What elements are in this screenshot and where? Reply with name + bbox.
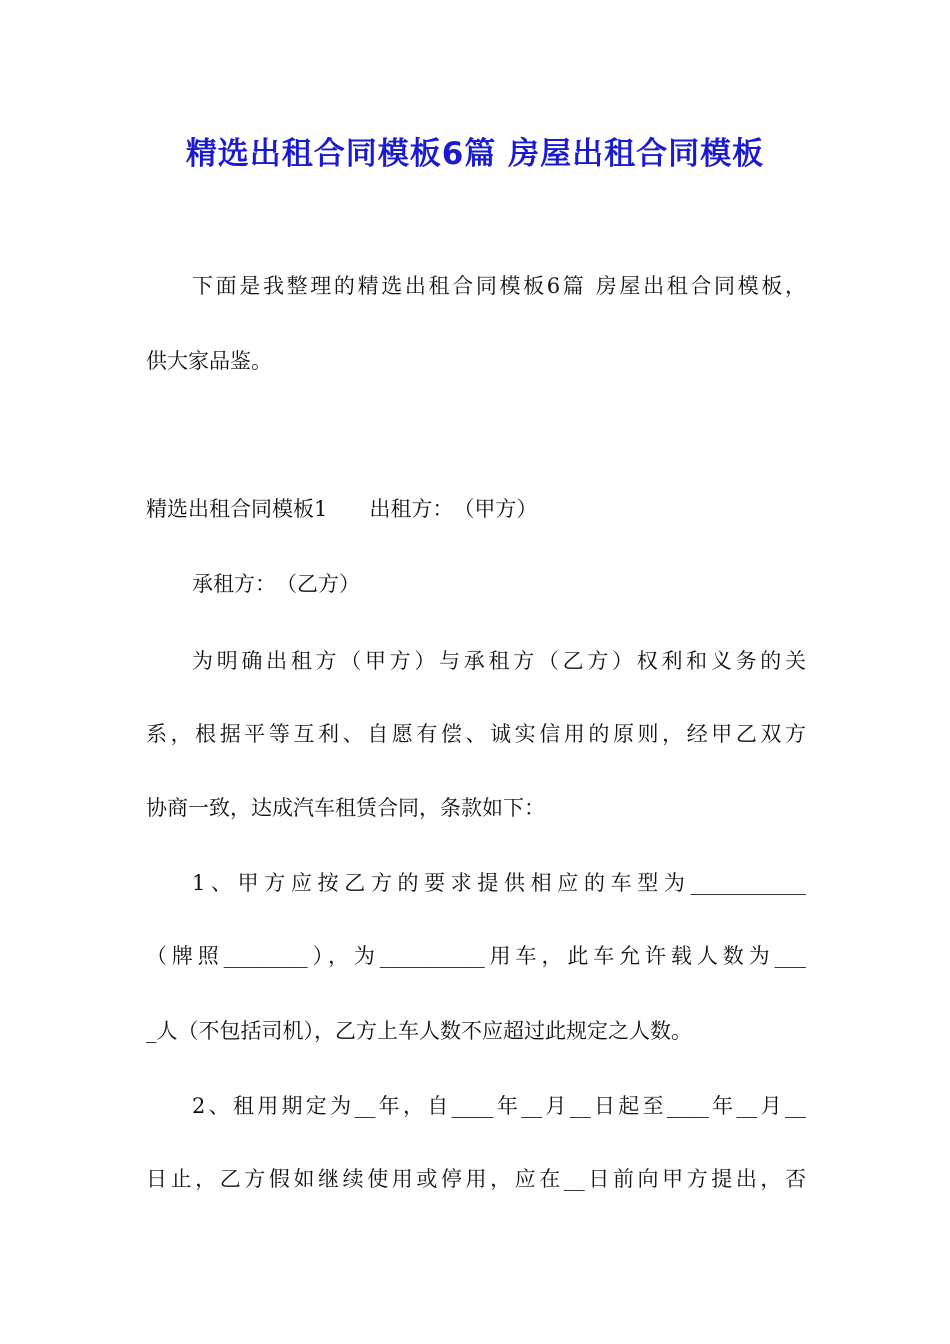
clause-1-line-3: _人（不包括司机），乙方上车人数不应超过此规定之人数。: [146, 1019, 692, 1043]
paragraph-line-1: 下面是我整理的精选出租合同模板6篇 房屋出租合同模板，: [192, 274, 806, 298]
clause-1-line-2: （牌照________），为__________用车，此车允许载人数为___: [146, 944, 806, 968]
clause-2-line-1: 2、租用期定为__年，自____年__月__日起至____年__月__: [192, 1094, 806, 1118]
section-heading-line: 精选出租合同模板1 出租方： （甲方）: [146, 497, 538, 521]
paragraph-line-5: 为明确出租方（甲方）与承租方（乙方）权利和义务的关: [192, 649, 806, 673]
paragraph-line-6: 系，根据平等互利、自愿有偿、诚实信用的原则，经甲乙双方: [146, 722, 806, 746]
document-title: 精选出租合同模板6篇 房屋出租合同模板: [185, 136, 765, 172]
paragraph-line-2: 供大家品鉴。: [146, 349, 272, 373]
clause-2-line-2: 日止，乙方假如继续使用或停用，应在__日前向甲方提出，否: [146, 1167, 806, 1191]
paragraph-line-7: 协商一致，达成汽车租赁合同，条款如下：: [146, 796, 545, 820]
clause-1-line-1: 1、甲方应按乙方的要求提供相应的车型为___________: [192, 871, 806, 895]
paragraph-line-4: 承租方： （乙方）: [192, 572, 360, 596]
